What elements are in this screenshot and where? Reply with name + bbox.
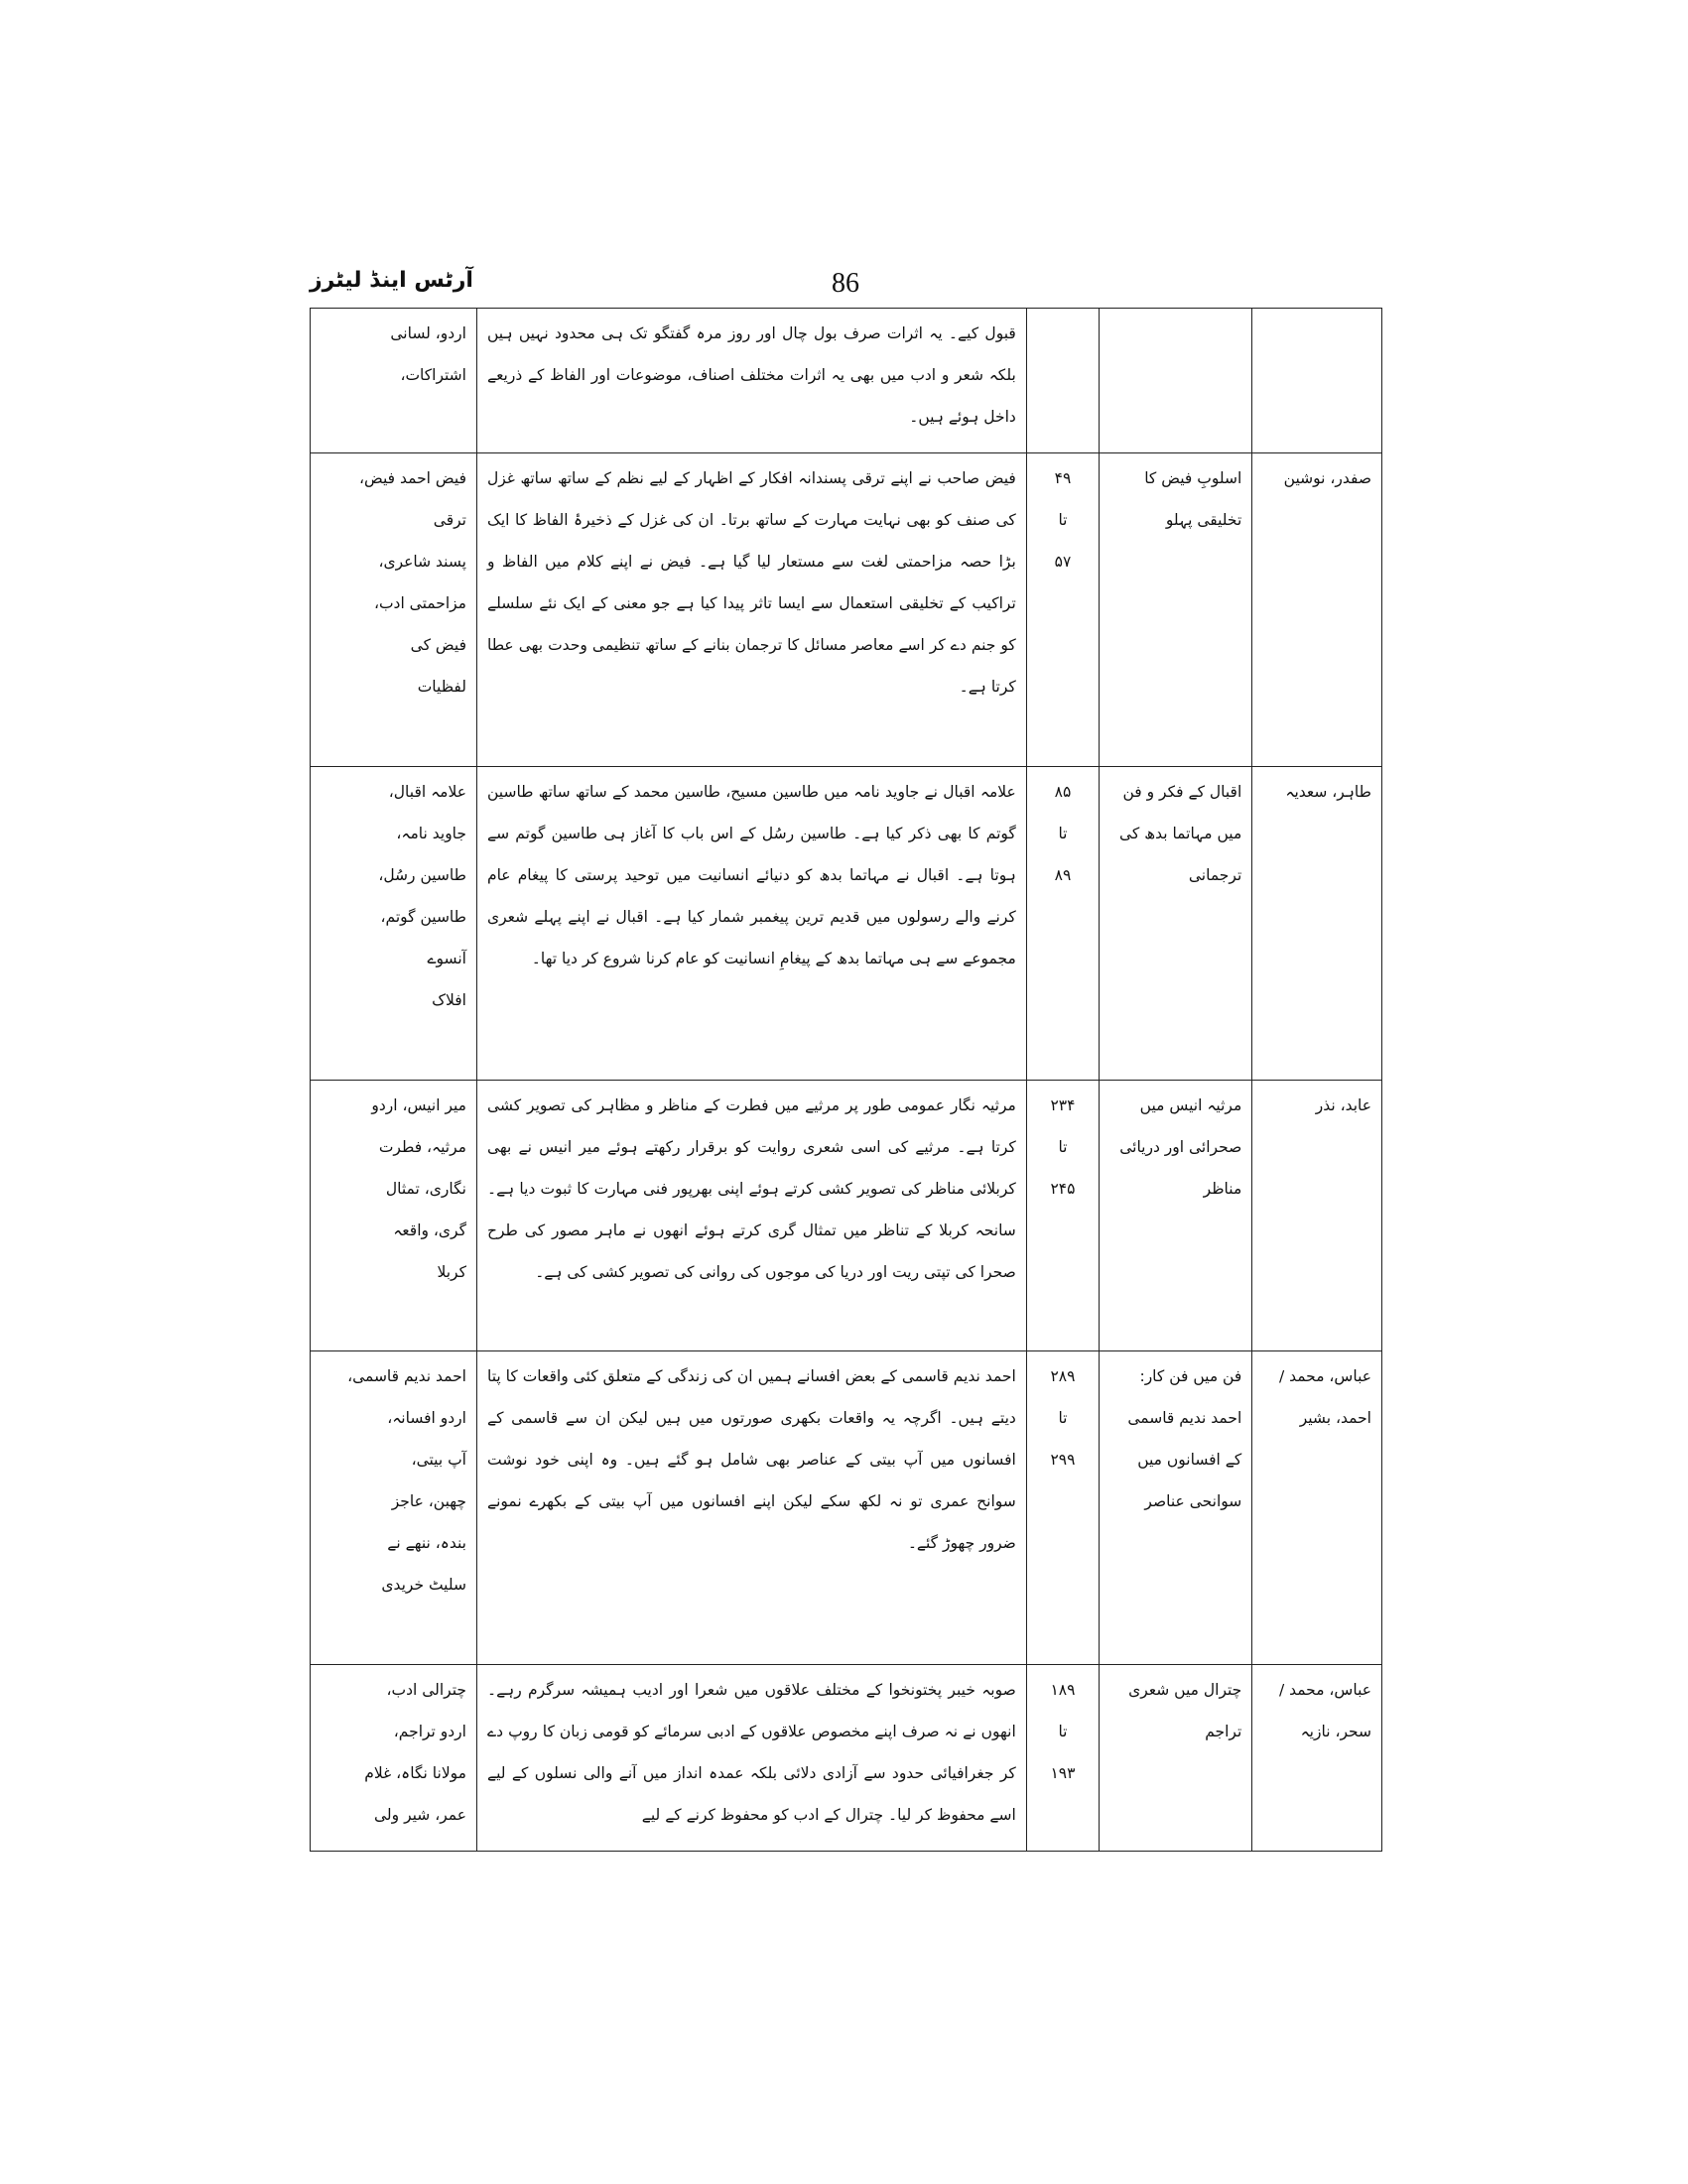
pages-cell (1026, 1351, 1099, 1665)
page-range-part: ۲۳۴ (1050, 1096, 1076, 1114)
author-cell (1252, 1351, 1382, 1665)
keyword: طاسین گوتم، (380, 908, 466, 926)
pages-cell (1026, 767, 1099, 1081)
table-row (311, 767, 1382, 1081)
summary-text: قبول کیے۔ یہ اثرات صرف بول چال اور روز مرہ گفتگو تک ہی محدود نہیں ہیں بلکہ شعر و ادب میں بھی یہ اثرات مختلف اصناف، موضوعات اور الفاظ کے ذریعے داخل ہوئے ہیں۔ (486, 324, 1016, 426)
pages-cell (1026, 309, 1099, 453)
title-cell (1100, 767, 1252, 1081)
article-title: مرثیہ انیس میں صحرائی اور دریائی مناظر (1119, 1096, 1242, 1198)
keyword: احمد ندیم قاسمی، (347, 1367, 466, 1385)
keyword: افلاک (432, 991, 466, 1009)
page-range-part: ۲۴۵ (1050, 1180, 1076, 1198)
summary-text: علامہ اقبال نے جاوید نامہ میں طاسین مسیح، طاسین محمد کے ساتھ ساتھ طاسین گوتم کا بھی ذکر کیا ہے۔ طاسین رسُل کے اس باب کا آغاز ہی طاسین گوتم سے ہوتا ہے۔ اقبال نے مہاتما بدھ کو دنیائے انسانیت میں توحید پرستی کا پیغام عام کرنے والے رسولوں میں قدیم ترین پیغمبر شمار کیا ہے۔ اقبال نے اپنے پہلے شعری مجموعے سے ہی مہاتما بدھ کے پیغامِ انسانیت کو عام کرنا شروع کر دیا تھا۔ (486, 783, 1016, 967)
author-text: عابد، نذر (1315, 1096, 1371, 1114)
keyword: اشتراکات، (400, 366, 466, 384)
summary-text: مرثیہ نگار عمومی طور پر مرثیے میں فطرت کے مناظر و مظاہر کی تصویر کشی کرتا ہے۔ مرثیے کی اسی شعری روایت کو برقرار رکھتے ہوئے میر انیس نے بھی کربلائی مناظر کی تصویر کشی کرتے ہوئے اپنی بھرپور فنی مہارت کا ثبوت دیا ہے۔ سانحہ کربلا کے تناظر میں تمثال گری کرتے ہوئے انھوں نے ماہر مصور کی طرح صحرا کی تپتی ریت اور دریا کی موجوں کی روانی کی تصویر کشی کی ہے۔ (486, 1096, 1016, 1281)
table-row (311, 1665, 1382, 1852)
keyword: لفظیات (417, 678, 466, 696)
page-range-part: ۵۷ (1054, 553, 1072, 571)
title-cell (1100, 1081, 1252, 1351)
page-range-part: تا (1058, 825, 1068, 842)
article-title: اسلوبِ فیض کا تخلیقی پہلو (1144, 469, 1242, 529)
keywords-cell (311, 1351, 477, 1665)
summary-cell (476, 1081, 1026, 1351)
pages-cell (1026, 1665, 1099, 1852)
keyword: جاوید نامہ، (396, 825, 466, 842)
pages-cell (1026, 1081, 1099, 1351)
table-row (311, 1081, 1382, 1351)
page-range-part: ۸۵ (1054, 783, 1072, 801)
author-text: صفدر، نوشین (1283, 469, 1371, 487)
keywords-cell (311, 767, 477, 1081)
page-range-part: ۸۹ (1054, 866, 1072, 884)
author-cell (1252, 1665, 1382, 1852)
keyword: سلیٹ خریدی (381, 1576, 466, 1594)
keyword: کربلا (437, 1263, 466, 1281)
author-text: طاہر، سعدیہ (1285, 783, 1371, 801)
author-text: عباس، محمد / احمد، بشیر (1278, 1367, 1371, 1427)
keyword: مرثیہ، فطرت (378, 1138, 466, 1156)
page-range-part: تا (1058, 511, 1068, 529)
keyword: چترالی ادب، (386, 1681, 466, 1699)
keyword: آنسوے (427, 950, 466, 967)
summary-text: فیض صاحب نے اپنے ترقی پسندانہ افکار کے اظہار کے لیے نظم کے ساتھ ساتھ غزل کی صنف کو بھی نہایت مہارت کے ساتھ برتا۔ ان کی غزل کے ذخیرۂ الفاظ کا ایک بڑا حصہ مزاحمتی لغت سے مستعار لیا گیا ہے۔ فیض نے اپنے کلام میں الفاظ و تراکیب کے تخلیقی استعمال سے ایسا تاثر پیدا کیا ہے جو معنی کے ایک نئے سلسلے کو جنم دے کر اسے معاصر مسائل کا ترجمان بنانے کے ساتھ تنظیمی وحدت بھی عطا کرتا ہے۔ (486, 469, 1016, 696)
keyword: مولانا نگاہ، غلام (364, 1764, 466, 1782)
page-range-part: تا (1058, 1723, 1068, 1740)
keyword: مزاحمتی ادب، (373, 594, 466, 612)
summary-cell (476, 767, 1026, 1081)
page-header (310, 268, 1381, 304)
keyword: پسند شاعری، (378, 553, 466, 571)
summary-cell (476, 1665, 1026, 1852)
author-cell (1252, 1081, 1382, 1351)
page-range-part: ۴۹ (1054, 469, 1072, 487)
keyword: ترقی (433, 511, 466, 529)
author-text: عباس، محمد / سحر، نازیہ (1278, 1681, 1371, 1740)
keyword: فیض احمد فیض، (358, 469, 466, 487)
article-title: اقبال کے فکر و فن میں مہاتما بدھ کی ترجمانی (1119, 783, 1242, 884)
keywords-cell (311, 1665, 477, 1852)
article-table (310, 308, 1382, 1852)
summary-cell (476, 309, 1026, 453)
summary-text: صوبہ خیبر پختونخوا کے مختلف علاقوں میں شعرا اور ادیب ہمیشہ سرگرم رہے۔ انھوں نے نہ صرف اپنے مخصوص علاقوں کے ادبی سرمائے کو قومی زبان کا روپ دے کر جغرافیائی حدود سے آزادی دلائی بلکہ عمدہ انداز میں آنے والی نسلوں کے لیے اسے محفوظ کر لیا۔ چترال کے ادب کو محفوظ کرنے کے لیے (486, 1681, 1016, 1824)
keyword: نگاری، تمثال (385, 1180, 466, 1198)
title-cell (1100, 309, 1252, 453)
keyword: گری، واقعہ (393, 1221, 466, 1239)
keyword: فیض کی (410, 636, 466, 654)
table-row (311, 453, 1382, 767)
keyword: اردو تراجم، (393, 1723, 466, 1740)
page-range-part: تا (1058, 1138, 1068, 1156)
page-range-part: ۲۸۹ (1050, 1367, 1076, 1385)
summary-cell (476, 453, 1026, 767)
article-title: چترال میں شعری تراجم (1128, 1681, 1242, 1740)
author-cell (1252, 767, 1382, 1081)
table-row (311, 1351, 1382, 1665)
page-range-part: ۲۹۹ (1050, 1451, 1076, 1469)
keyword: عمر، شیر ولی (374, 1806, 466, 1824)
author-cell (1252, 453, 1382, 767)
article-title: فن میں فن کار: احمد ندیم قاسمی کے افسانوں میں سوانحی عناصر (1127, 1367, 1242, 1510)
keyword: طاسین رسُل، (378, 866, 466, 884)
page-range-part: تا (1058, 1409, 1068, 1427)
page-range-part: ۱۹۳ (1050, 1764, 1076, 1782)
title-cell (1100, 1351, 1252, 1665)
keywords-cell (311, 453, 477, 767)
summary-cell (476, 1351, 1026, 1665)
page-number: 86 (832, 268, 859, 299)
keyword: آپ بیتی، (411, 1451, 466, 1469)
title-cell (1100, 1665, 1252, 1852)
keyword: میر انیس، اردو (371, 1096, 466, 1114)
keyword: چھبن، عاجز (391, 1492, 466, 1510)
summary-text: احمد ندیم قاسمی کے بعض افسانے ہمیں ان کی زندگی کے متعلق کئی واقعات کا پتا دیتے ہیں۔ اگرچہ یہ واقعات بکھری صورتوں میں ہیں لیکن ان سے قاسمی کے افسانوں میں آپ بیتی کے عناصر بھی شامل ہو گئے ہیں۔ وہ اپنی خود نوشت سوانح عمری تو نہ لکھ سکے لیکن اپنے افسانوں میں آپ بیتی کے بکھرے نمونے ضرور چھوڑ گئے۔ (486, 1367, 1016, 1552)
keyword: اردو، لسانی (390, 324, 466, 342)
keyword: علامہ اقبال، (388, 783, 466, 801)
table-row (311, 309, 1382, 453)
keywords-cell (311, 1081, 477, 1351)
pages-cell (1026, 453, 1099, 767)
page-range-part: ۱۸۹ (1050, 1681, 1076, 1699)
keyword: بندہ، ننھے نے (387, 1534, 466, 1552)
author-cell (1252, 309, 1382, 453)
keywords-cell (311, 309, 477, 453)
journal-title: آرٹس اینڈ لیٹرز (310, 268, 473, 293)
keyword: اردو افسانہ، (387, 1409, 466, 1427)
title-cell (1100, 453, 1252, 767)
